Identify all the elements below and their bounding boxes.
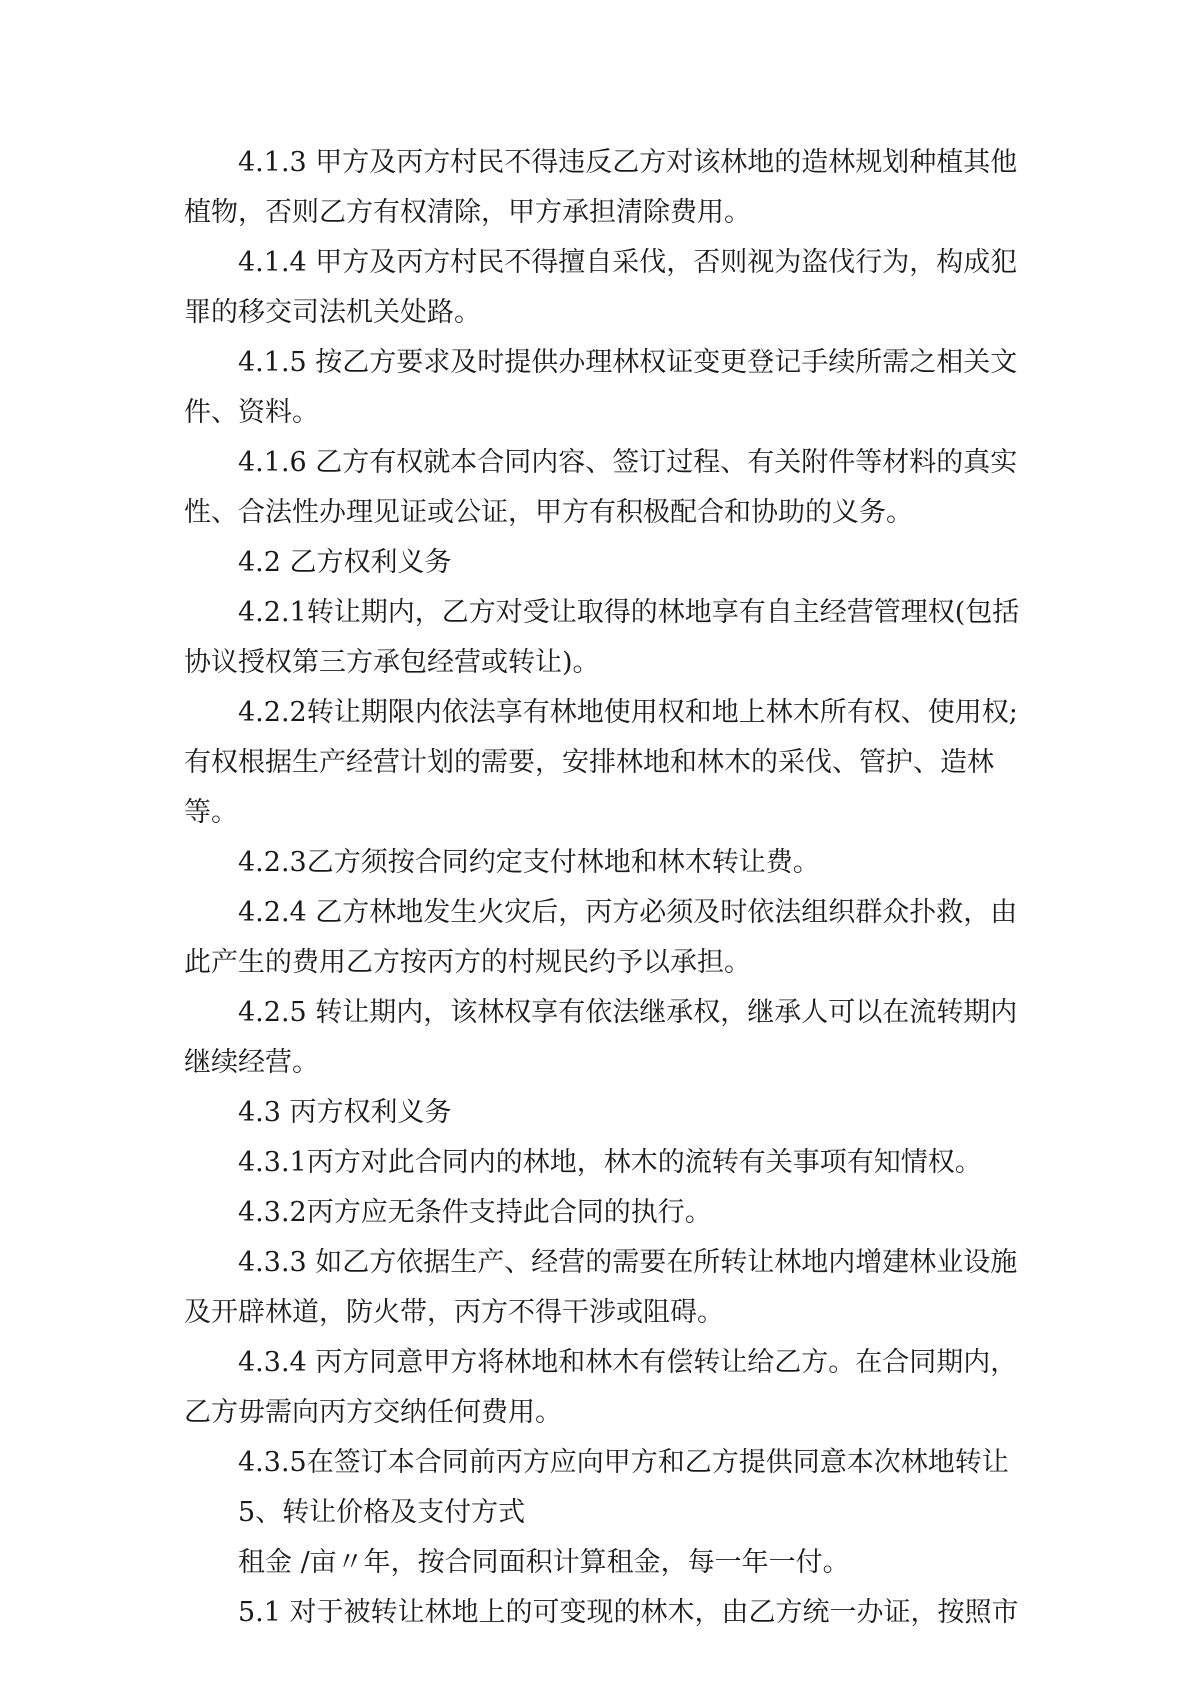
text-line: 罪的移交司法机关处路。: [184, 297, 481, 328]
text-line: 4.1.3 甲方及丙方村民不得违反乙方对该林地的造林规划种植其他: [238, 147, 1018, 178]
text-line: 4.3 丙方权利义务: [238, 1097, 452, 1128]
paragraph: [184, 688, 1020, 838]
text-line: 4.1.4 甲方及丙方村民不得擅自采伐，否则视为盗伐行为，构成犯: [238, 247, 1018, 278]
text-line: 性、合法性办理见证或公证，甲方有积极配合和协助的义务。: [184, 497, 913, 528]
paragraph: [184, 1338, 1020, 1438]
paragraph: [184, 1438, 1020, 1488]
text-line: 协议授权第三方承包经营或转让)。: [184, 647, 600, 678]
text-line: 4.2.2转让期限内依法享有林地使用权和地上林木所有权、使用权;: [238, 697, 1018, 728]
paragraph: [184, 1088, 1020, 1138]
paragraph: [184, 1238, 1020, 1338]
paragraph: [184, 888, 1020, 988]
document-body: [184, 138, 1020, 1638]
paragraph: [184, 838, 1020, 888]
paragraph: [184, 1138, 1020, 1188]
text-line: 植物，否则乙方有权清除，甲方承担清除费用。: [184, 197, 751, 228]
text-line: 等。: [184, 797, 238, 828]
text-line: 4.2 乙方权利义务: [238, 547, 452, 578]
text-line: 4.3.5在签订本合同前丙方应向甲方和乙方提供同意本次林地转让: [238, 1447, 1009, 1478]
text-line: 4.3.4 丙方同意甲方将林地和林木有偿转让给乙方。在合同期内，: [238, 1347, 1018, 1378]
text-line: 4.2.5 转让期内，该林权享有依法继承权，继承人可以在流转期内: [238, 997, 1018, 1028]
text-line: 4.3.1丙方对此合同内的林地，林木的流转有关事项有知情权。: [238, 1147, 982, 1178]
text-line: 4.2.4 乙方林地发生火灾后，丙方必须及时依法组织群众扑救，由: [238, 897, 1018, 928]
paragraph: [184, 538, 1020, 588]
text-line: 继续经营。: [184, 1047, 319, 1078]
paragraph: [184, 1488, 1020, 1538]
paragraph: [184, 338, 1020, 438]
text-line: 及开辟林道，防火带，丙方不得干涉或阻碍。: [184, 1297, 724, 1328]
text-line: 5、转让价格及支付方式: [238, 1497, 526, 1528]
text-line: 4.1.5 按乙方要求及时提供办理林权证变更登记手续所需之相关文: [238, 347, 1018, 378]
text-line: 有权根据生产经营计划的需要，安排林地和林木的采伐、管护、造林: [184, 747, 994, 778]
text-line: 乙方毋需向丙方交纳任何费用。: [184, 1397, 562, 1428]
paragraph: [184, 1188, 1020, 1238]
text-line: 4.3.3 如乙方依据生产、经营的需要在所转让林地内增建林业设施: [238, 1247, 1018, 1278]
text-line: 件、资料。: [184, 397, 319, 428]
paragraph: [184, 138, 1020, 238]
text-line: 此产生的费用乙方按丙方的村规民约予以承担。: [184, 947, 751, 978]
text-line: 5.1 对于被转让林地上的可变现的林木，由乙方统一办证，按照市: [238, 1597, 1019, 1628]
paragraph: [184, 1588, 1020, 1638]
paragraph: [184, 1538, 1020, 1588]
paragraph: [184, 588, 1020, 688]
paragraph: [184, 238, 1020, 338]
paragraph: [184, 438, 1020, 538]
text-line: 4.3.2丙方应无条件支持此合同的执行。: [238, 1197, 712, 1228]
text-line: 租金 /亩〃年，按合同面积计算租金，每一年一付。: [238, 1547, 850, 1578]
text-line: 4.1.6 乙方有权就本合同内容、签订过程、有关附件等材料的真实: [238, 447, 1018, 478]
paragraph: [184, 988, 1020, 1088]
text-line: 4.2.3乙方须按合同约定支付林地和林木转让费。: [238, 847, 820, 878]
text-line: 4.2.1转让期内，乙方对受让取得的林地享有自主经营管理权(包括: [238, 597, 1020, 628]
